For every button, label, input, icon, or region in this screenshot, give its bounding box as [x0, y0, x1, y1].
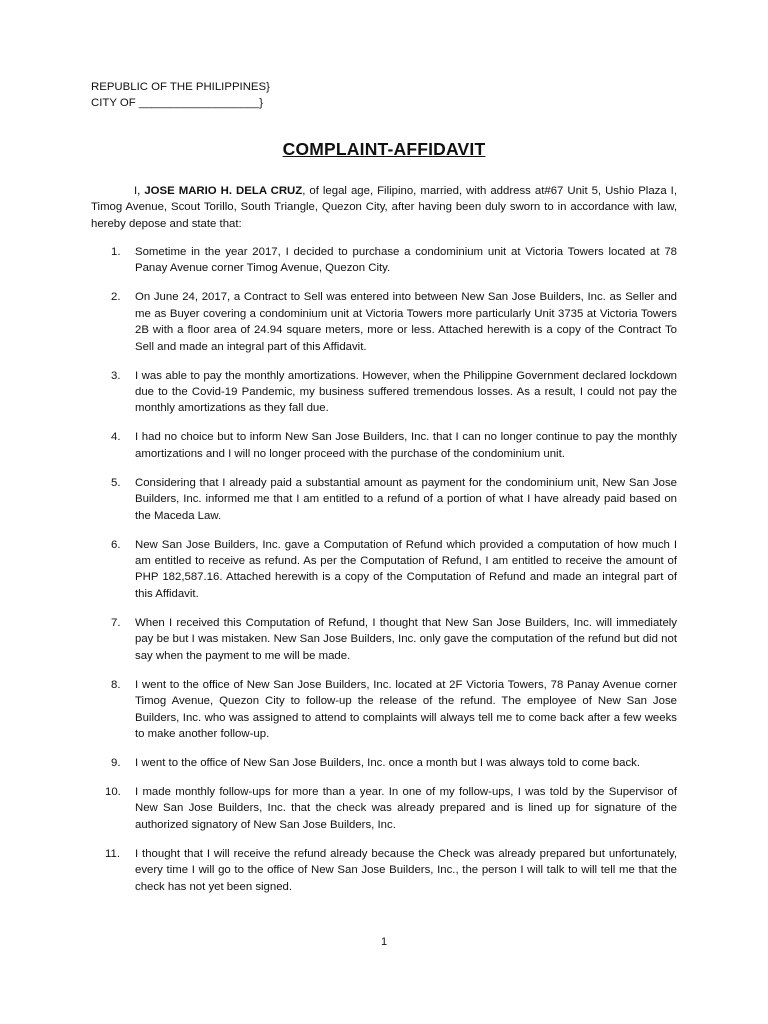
paragraph-text: I was able to pay the monthly amortizations. However, when the Philippine Government declared lockdown due to the Covid-19 Pandemic, my business suffered tremendous losses. As a result, I could not pay the monthly amortizations as they fall due.	[135, 369, 677, 415]
numbered-paragraph	[91, 429, 677, 462]
paragraph-number: 5.	[111, 476, 121, 489]
paragraph-number: 3.	[111, 369, 121, 382]
venue-city: CITY OF ___________________}	[91, 97, 264, 109]
paragraph-number: 4.	[111, 431, 121, 444]
paragraph-text: Considering that I already paid a substantial amount as payment for the condominium unit, New San Jose Builders, Inc. informed me that I am entitled to a refund of a portion of what I have already paid based on the Maceda Law.	[135, 476, 677, 522]
paragraph-text: I made monthly follow-ups for more than a year. In one of my follow-ups, I was told by the Supervisor of New San Jose Builders, Inc. that the check was already prepared and is lined up for signature of the authorized signatory of New San Jose Builders, Inc.	[135, 785, 677, 831]
numbered-paragraph	[91, 755, 677, 771]
numbered-paragraph	[91, 244, 677, 277]
paragraph-number: 11.	[105, 847, 120, 860]
numbered-paragraph	[91, 677, 677, 743]
paragraph-number: 6.	[111, 538, 121, 551]
page-number: 1	[380, 936, 388, 948]
paragraph-text: I went to the office of New San Jose Builders, Inc. located at 2F Victoria Towers, 78 Panay Avenue corner Timog Avenue, Quezon City to follow-up the release of the refund. The employee of New San Jose Builders, Inc. who was assigned to attend to complaints will always tell me to come back after a few weeks to make another follow-up.	[135, 678, 677, 740]
intro-prefix: I,	[134, 185, 145, 197]
intro-rest: , of legal age, Filipino, married, with address at#67 Unit 5, Ushio Plaza I, Timog Avenue, Scout Torillo, South Triangle, Quezon City, after having been duly sworn to in accordance with law, hereby depose and state that:	[91, 185, 677, 230]
paragraph-text: When I received this Computation of Refund, I thought that New San Jose Builders, Inc. will immediately pay be but I was mistaken. New San Jose Builders, Inc. only gave the computation of the refund but did not say when the payment to me will be made.	[135, 616, 677, 662]
paragraph-number: 1.	[111, 246, 121, 258]
paragraph-number: 2.	[111, 291, 121, 304]
paragraph-text: I thought that I will receive the refund already because the Check was already prepared but unfortunately, every time I will go to the office of New San Jose Builders, Inc., the person I will talk to will tell me that the check has not yet been signed.	[135, 847, 677, 893]
venue-header	[91, 79, 270, 111]
numbered-paragraph	[91, 475, 677, 524]
paragraph-number: 8.	[111, 678, 121, 691]
paragraph-text: On June 24, 2017, a Contract to Sell was entered into between New San Jose Builders, Inc. as Seller and me as Buyer covering a condominium unit at Victoria Towers more particularly Unit 3735 at Victoria Towers 2B with a floor area of 24.94 square meters, more or less. Attached herewith is a copy of the Contract To Sell and made an integral part of this Affidavit.	[135, 291, 677, 353]
affiant-name: JOSE MARIO H. DELA CRUZ	[144, 185, 303, 197]
intro-paragraph	[91, 183, 677, 232]
venue-country: REPUBLIC OF THE PHILIPPINES}	[91, 81, 270, 93]
numbered-paragraphs	[91, 244, 677, 908]
numbered-paragraph	[91, 537, 677, 603]
paragraph-number: 9.	[111, 756, 121, 769]
numbered-paragraph	[91, 615, 677, 664]
paragraph-text: I went to the office of New San Jose Builders, Inc. once a month but I was always told to come back.	[135, 756, 641, 769]
numbered-paragraph	[91, 368, 677, 417]
numbered-paragraph	[91, 846, 677, 895]
paragraph-text: New San Jose Builders, Inc. gave a Computation of Refund which provided a computation of how much I am entitled to receive as refund. As per the Computation of Refund, I am entitled to receive the amount of PHP 182,587.16. Attached herewith is a copy of the Computation of Refund and made an integral part of this Affidavit.	[135, 538, 677, 600]
paragraph-number: 7.	[111, 616, 121, 629]
paragraph-text: I had no choice but to inform New San Jose Builders, Inc. that I can no longer continue to pay the monthly amortizations and I will no longer proceed with the purchase of the condominium unit.	[135, 431, 677, 460]
numbered-paragraph	[91, 289, 677, 355]
paragraph-number: 10.	[105, 785, 121, 798]
numbered-paragraph	[91, 784, 677, 833]
document-title: COMPLAINT-AFFIDAVIT	[282, 139, 486, 159]
paragraph-text: Sometime in the year 2017, I decided to purchase a condominium unit at Victoria Towers located at 78 Panay Avenue corner Timog Avenue, Quezon City.	[135, 246, 677, 275]
